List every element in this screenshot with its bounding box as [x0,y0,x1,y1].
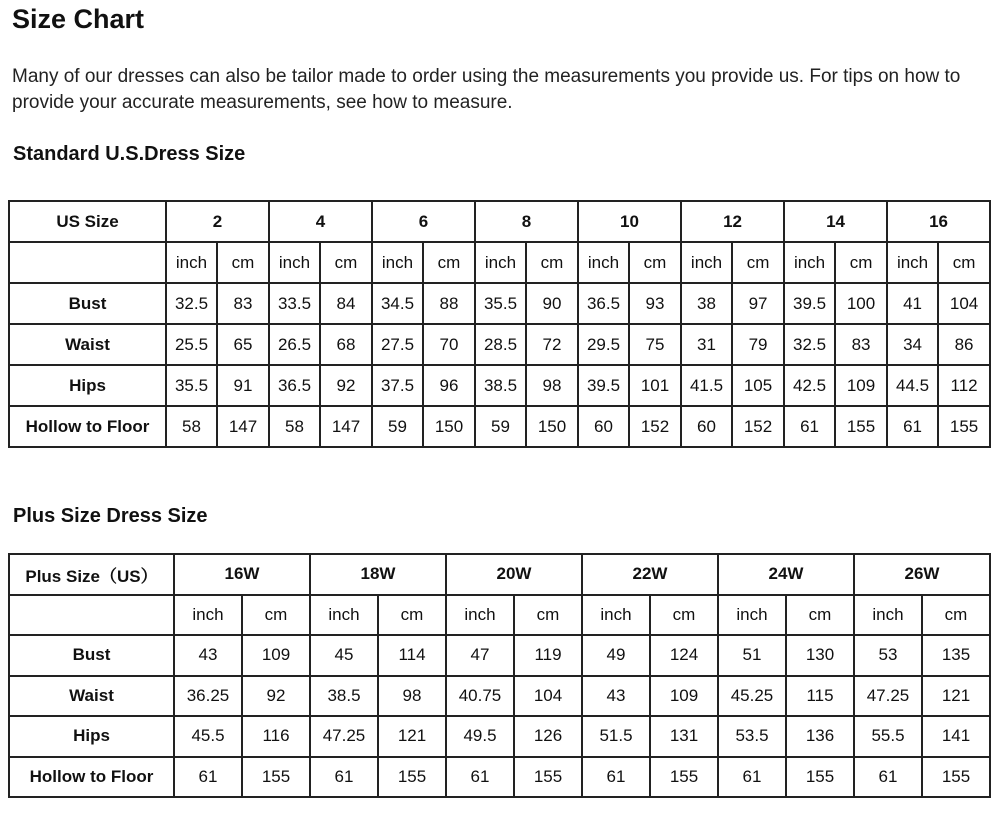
std-value-cell: 97 [732,283,784,324]
plus-value-cell: 61 [446,757,514,798]
std-unit-inch: inch [784,242,835,283]
plus-value-cell: 61 [582,757,650,798]
plus-unit-inch: inch [582,595,650,636]
std-units-row [9,242,990,283]
std-value-cell: 112 [938,365,990,406]
plus-value-cell: 121 [378,716,446,757]
plus-value-cell: 45.5 [174,716,242,757]
std-value-cell: 65 [217,324,269,365]
std-unit-cm: cm [423,242,475,283]
std-value-cell: 28.5 [475,324,526,365]
std-value-cell: 58 [166,406,217,447]
plus-row-label: Waist [9,676,174,717]
plus-value-cell: 53 [854,635,922,676]
plus-value-cell: 36.25 [174,676,242,717]
plus-value-cell: 126 [514,716,582,757]
plus-value-cell: 116 [242,716,310,757]
std-value-cell: 91 [217,365,269,406]
std-value-cell: 152 [732,406,784,447]
std-value-cell: 39.5 [784,283,835,324]
plus-value-cell: 124 [650,635,718,676]
std-value-cell: 75 [629,324,681,365]
plus-row-label: Bust [9,635,174,676]
std-value-cell: 155 [835,406,887,447]
std-row [9,365,990,406]
plus-size-table [8,553,991,798]
plus-value-cell: 109 [650,676,718,717]
std-unit-cm: cm [320,242,372,283]
plus-value-cell: 155 [922,757,990,798]
std-size-header: 2 [166,201,269,242]
std-value-cell: 109 [835,365,887,406]
plus-unit-cm: cm [650,595,718,636]
std-unit-inch: inch [166,242,217,283]
std-value-cell: 155 [938,406,990,447]
plus-size-title: Plus Size Dress Size [13,505,208,527]
plus-value-cell: 49 [582,635,650,676]
std-unit-cm: cm [526,242,578,283]
plus-size-header: 26W [854,554,990,595]
plus-units-blank [9,595,174,636]
plus-row [9,757,990,798]
plus-value-cell: 114 [378,635,446,676]
plus-value-cell: 47 [446,635,514,676]
plus-value-cell: 155 [242,757,310,798]
std-value-cell: 41 [887,283,938,324]
std-value-cell: 98 [526,365,578,406]
std-value-cell: 38 [681,283,732,324]
plus-header-row [9,554,990,595]
std-unit-cm: cm [938,242,990,283]
std-value-cell: 70 [423,324,475,365]
plus-unit-cm: cm [514,595,582,636]
std-value-cell: 147 [320,406,372,447]
std-value-cell: 152 [629,406,681,447]
std-unit-inch: inch [887,242,938,283]
plus-value-cell: 155 [514,757,582,798]
std-value-cell: 42.5 [784,365,835,406]
std-unit-cm: cm [217,242,269,283]
std-value-cell: 100 [835,283,887,324]
plus-value-cell: 119 [514,635,582,676]
plus-value-cell: 49.5 [446,716,514,757]
plus-size-header: 22W [582,554,718,595]
std-header-label: US Size [9,201,166,242]
std-unit-inch: inch [681,242,732,283]
plus-value-cell: 53.5 [718,716,786,757]
std-value-cell: 37.5 [372,365,423,406]
plus-value-cell: 121 [922,676,990,717]
std-value-cell: 92 [320,365,372,406]
plus-header-label: Plus Size（US） [9,554,174,595]
plus-value-cell: 136 [786,716,854,757]
std-row-label: Bust [9,283,166,324]
std-value-cell: 84 [320,283,372,324]
plus-unit-inch: inch [174,595,242,636]
plus-size-header: 18W [310,554,446,595]
intro-text: Many of our dresses can also be tailor made to order using the measurements you provide us. For tips on how to provide your accurate measurements, see how to measure. [12,66,961,113]
plus-value-cell: 92 [242,676,310,717]
std-value-cell: 88 [423,283,475,324]
std-value-cell: 27.5 [372,324,423,365]
std-value-cell: 34 [887,324,938,365]
plus-value-cell: 130 [786,635,854,676]
plus-value-cell: 47.25 [854,676,922,717]
std-value-cell: 36.5 [578,283,629,324]
std-value-cell: 93 [629,283,681,324]
std-unit-inch: inch [475,242,526,283]
std-row-label: Hips [9,365,166,406]
plus-size-header: 20W [446,554,582,595]
std-value-cell: 150 [423,406,475,447]
std-value-cell: 105 [732,365,784,406]
std-unit-cm: cm [835,242,887,283]
plus-value-cell: 131 [650,716,718,757]
plus-unit-inch: inch [718,595,786,636]
plus-unit-cm: cm [786,595,854,636]
plus-value-cell: 38.5 [310,676,378,717]
std-size-header: 16 [887,201,990,242]
std-value-cell: 41.5 [681,365,732,406]
std-value-cell: 60 [578,406,629,447]
std-value-cell: 101 [629,365,681,406]
std-value-cell: 96 [423,365,475,406]
std-unit-inch: inch [578,242,629,283]
std-value-cell: 38.5 [475,365,526,406]
std-value-cell: 83 [835,324,887,365]
std-unit-cm: cm [732,242,784,283]
plus-value-cell: 45 [310,635,378,676]
std-value-cell: 26.5 [269,324,320,365]
std-value-cell: 79 [732,324,784,365]
plus-value-cell: 155 [786,757,854,798]
std-value-cell: 104 [938,283,990,324]
plus-size-header: 16W [174,554,310,595]
plus-value-cell: 40.75 [446,676,514,717]
plus-value-cell: 45.25 [718,676,786,717]
page-title: Size Chart [12,4,145,34]
plus-value-cell: 61 [718,757,786,798]
std-value-cell: 147 [217,406,269,447]
std-value-cell: 34.5 [372,283,423,324]
plus-unit-inch: inch [310,595,378,636]
plus-unit-inch: inch [446,595,514,636]
plus-row-label: Hips [9,716,174,757]
std-value-cell: 59 [475,406,526,447]
standard-size-title: Standard U.S.Dress Size [13,143,246,165]
plus-value-cell: 61 [174,757,242,798]
std-unit-cm: cm [629,242,681,283]
std-row [9,406,990,447]
std-value-cell: 36.5 [269,365,320,406]
std-value-cell: 35.5 [475,283,526,324]
plus-row-label: Hollow to Floor [9,757,174,798]
std-value-cell: 61 [887,406,938,447]
plus-value-cell: 51.5 [582,716,650,757]
plus-value-cell: 51 [718,635,786,676]
plus-value-cell: 155 [378,757,446,798]
plus-value-cell: 115 [786,676,854,717]
std-value-cell: 31 [681,324,732,365]
plus-value-cell: 43 [582,676,650,717]
plus-size-header: 24W [718,554,854,595]
std-row-label: Waist [9,324,166,365]
plus-value-cell: 55.5 [854,716,922,757]
std-value-cell: 60 [681,406,732,447]
std-unit-inch: inch [269,242,320,283]
plus-units-row [9,595,990,636]
plus-row [9,635,990,676]
plus-unit-cm: cm [378,595,446,636]
plus-value-cell: 61 [310,757,378,798]
std-value-cell: 150 [526,406,578,447]
std-value-cell: 32.5 [166,283,217,324]
std-header-row [9,201,990,242]
std-value-cell: 90 [526,283,578,324]
std-value-cell: 72 [526,324,578,365]
std-value-cell: 83 [217,283,269,324]
std-value-cell: 68 [320,324,372,365]
plus-value-cell: 109 [242,635,310,676]
plus-value-cell: 141 [922,716,990,757]
plus-value-cell: 43 [174,635,242,676]
std-size-header: 14 [784,201,887,242]
std-units-blank [9,242,166,283]
std-unit-inch: inch [372,242,423,283]
plus-unit-inch: inch [854,595,922,636]
std-value-cell: 58 [269,406,320,447]
plus-value-cell: 155 [650,757,718,798]
plus-value-cell: 98 [378,676,446,717]
std-row [9,324,990,365]
plus-value-cell: 47.25 [310,716,378,757]
std-size-header: 10 [578,201,681,242]
plus-value-cell: 104 [514,676,582,717]
standard-size-table [8,200,991,448]
plus-unit-cm: cm [922,595,990,636]
std-row [9,283,990,324]
plus-value-cell: 61 [854,757,922,798]
std-value-cell: 61 [784,406,835,447]
std-value-cell: 86 [938,324,990,365]
std-value-cell: 35.5 [166,365,217,406]
std-value-cell: 29.5 [578,324,629,365]
std-value-cell: 32.5 [784,324,835,365]
std-size-header: 6 [372,201,475,242]
plus-row [9,716,990,757]
std-size-header: 12 [681,201,784,242]
plus-value-cell: 135 [922,635,990,676]
std-size-header: 8 [475,201,578,242]
plus-row [9,676,990,717]
std-size-header: 4 [269,201,372,242]
std-value-cell: 59 [372,406,423,447]
std-value-cell: 25.5 [166,324,217,365]
std-value-cell: 33.5 [269,283,320,324]
std-value-cell: 39.5 [578,365,629,406]
plus-unit-cm: cm [242,595,310,636]
std-value-cell: 44.5 [887,365,938,406]
std-row-label: Hollow to Floor [9,406,166,447]
